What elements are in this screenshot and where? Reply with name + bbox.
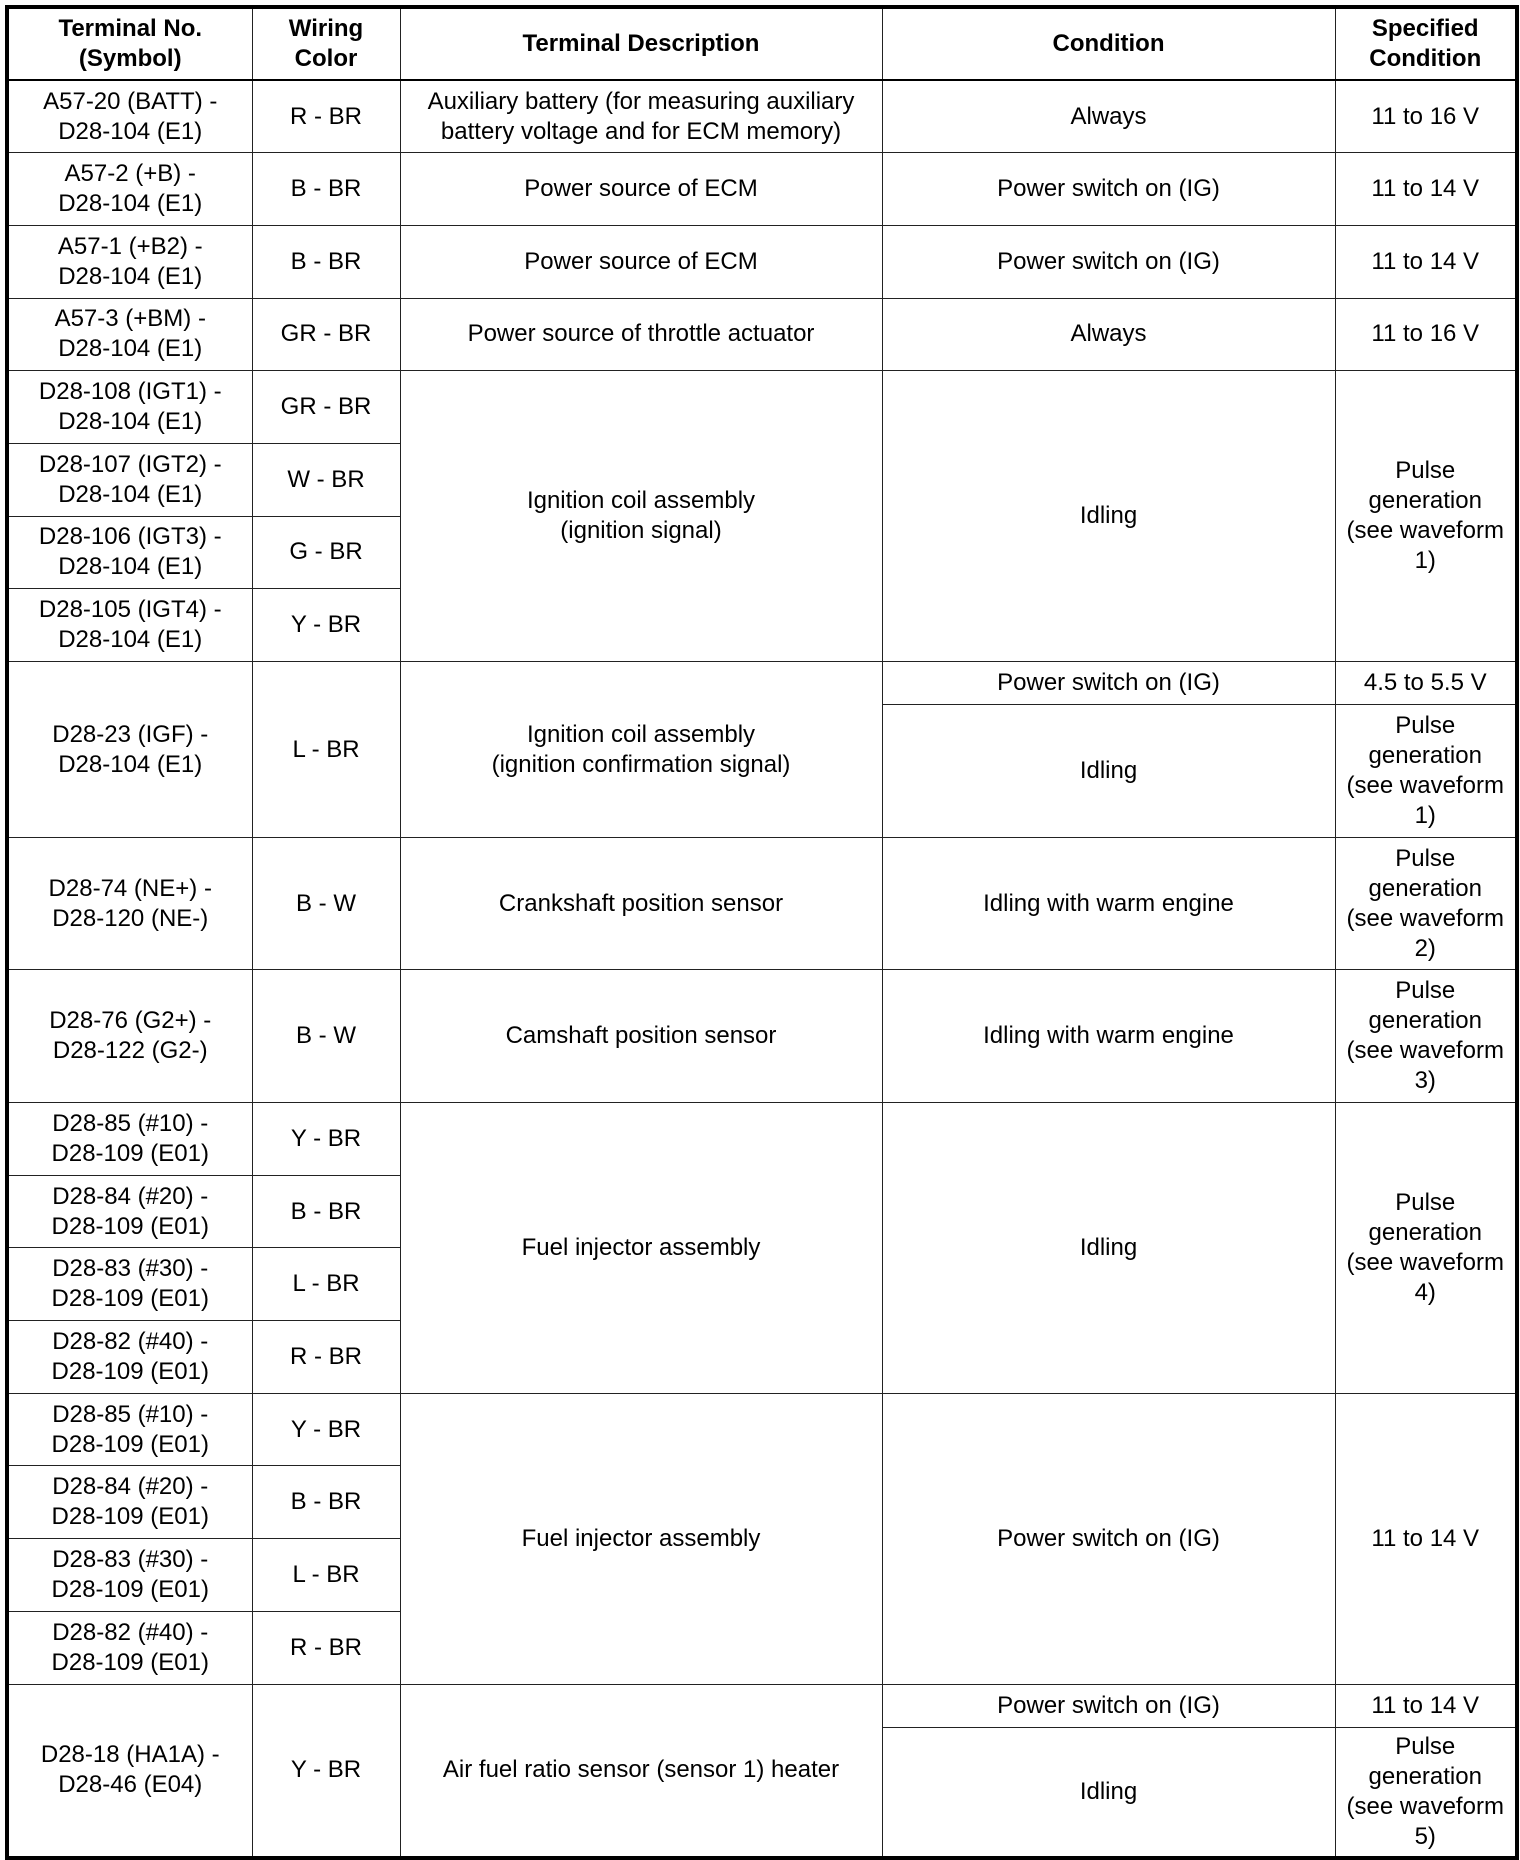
terminal-cell: D28-83 (#30) - D28-109 (E01) — [7, 1539, 252, 1612]
condition-cell: Power switch on (IG) — [882, 662, 1335, 705]
wiring-cell: B - BR — [252, 1466, 400, 1539]
condition-cell: Idling with warm engine — [882, 838, 1335, 970]
description-cell: Fuel injector assembly — [400, 1103, 882, 1394]
terminal-cell: A57-2 (+B) - D28-104 (E1) — [7, 153, 252, 226]
wiring-cell: G - BR — [252, 516, 400, 589]
specified-cell: 11 to 14 V — [1335, 1393, 1517, 1684]
terminal-cell: A57-20 (BATT) - D28-104 (E1) — [7, 80, 252, 153]
specified-cell: 11 to 16 V — [1335, 80, 1517, 153]
description-cell: Ignition coil assembly (ignition confirmation signal) — [400, 662, 882, 838]
wiring-cell: B - BR — [252, 225, 400, 298]
condition-cell: Idling — [882, 705, 1335, 838]
description-cell: Fuel injector assembly — [400, 1393, 882, 1684]
wiring-cell: Y - BR — [252, 1684, 400, 1858]
terminal-cell: D28-83 (#30) - D28-109 (E01) — [7, 1248, 252, 1321]
wiring-cell: GR - BR — [252, 298, 400, 371]
terminal-cell: D28-18 (HA1A) - D28-46 (E04) — [7, 1684, 252, 1858]
header-terminal: Terminal No. (Symbol) — [7, 7, 252, 80]
wiring-cell: R - BR — [252, 1321, 400, 1394]
specified-cell: 4.5 to 5.5 V — [1335, 662, 1517, 705]
header-condition: Condition — [882, 7, 1335, 80]
terminal-cell: D28-82 (#40) - D28-109 (E01) — [7, 1611, 252, 1684]
condition-cell: Idling — [882, 1727, 1335, 1858]
terminal-cell: D28-107 (IGT2) - D28-104 (E1) — [7, 443, 252, 516]
terminal-table — [5, 5, 1519, 1860]
description-cell: Camshaft position sensor — [400, 970, 882, 1103]
condition-cell: Idling with warm engine — [882, 970, 1335, 1103]
table-row — [7, 662, 1517, 705]
condition-cell: Power switch on (IG) — [882, 153, 1335, 226]
specified-cell: 11 to 14 V — [1335, 153, 1517, 226]
condition-cell: Idling — [882, 1103, 1335, 1394]
terminal-cell: D28-84 (#20) - D28-109 (E01) — [7, 1175, 252, 1248]
specified-cell: 11 to 14 V — [1335, 1684, 1517, 1727]
condition-cell: Always — [882, 80, 1335, 153]
terminal-cell: D28-85 (#10) - D28-109 (E01) — [7, 1393, 252, 1466]
table-row — [7, 838, 1517, 970]
condition-cell: Idling — [882, 371, 1335, 662]
table-row — [7, 80, 1517, 153]
table-row — [7, 225, 1517, 298]
specified-cell: Pulse generation (see waveform 5) — [1335, 1727, 1517, 1858]
header-description: Terminal Description — [400, 7, 882, 80]
description-cell: Power source of ECM — [400, 153, 882, 226]
terminal-cell: D28-23 (IGF) - D28-104 (E1) — [7, 662, 252, 838]
table-row — [7, 153, 1517, 226]
wiring-cell: B - W — [252, 838, 400, 970]
terminal-cell: D28-74 (NE+) - D28-120 (NE-) — [7, 838, 252, 970]
wiring-cell: Y - BR — [252, 589, 400, 662]
description-cell: Crankshaft position sensor — [400, 838, 882, 970]
header-wiring: Wiring Color — [252, 7, 400, 80]
wiring-cell: W - BR — [252, 443, 400, 516]
wiring-cell: L - BR — [252, 1539, 400, 1612]
description-cell: Power source of ECM — [400, 225, 882, 298]
table-row — [7, 1103, 1517, 1176]
terminal-cell: D28-105 (IGT4) - D28-104 (E1) — [7, 589, 252, 662]
specified-cell: Pulse generation (see waveform 1) — [1335, 705, 1517, 838]
specified-cell: 11 to 14 V — [1335, 225, 1517, 298]
wiring-cell: B - BR — [252, 153, 400, 226]
wiring-cell: L - BR — [252, 1248, 400, 1321]
condition-cell: Power switch on (IG) — [882, 1684, 1335, 1727]
wiring-cell: L - BR — [252, 662, 400, 838]
terminal-cell: A57-1 (+B2) - D28-104 (E1) — [7, 225, 252, 298]
specified-cell: Pulse generation (see waveform 4) — [1335, 1103, 1517, 1394]
specified-cell: 11 to 16 V — [1335, 298, 1517, 371]
condition-cell: Power switch on (IG) — [882, 1393, 1335, 1684]
condition-cell: Power switch on (IG) — [882, 225, 1335, 298]
wiring-cell: R - BR — [252, 80, 400, 153]
header-row — [7, 7, 1517, 80]
description-cell: Ignition coil assembly (ignition signal) — [400, 371, 882, 662]
table-row — [7, 298, 1517, 371]
specified-cell: Pulse generation (see waveform 2) — [1335, 838, 1517, 970]
table-row — [7, 371, 1517, 444]
terminal-cell: D28-85 (#10) - D28-109 (E01) — [7, 1103, 252, 1176]
terminal-cell: D28-84 (#20) - D28-109 (E01) — [7, 1466, 252, 1539]
terminal-cell: A57-3 (+BM) - D28-104 (E1) — [7, 298, 252, 371]
specified-cell: Pulse generation (see waveform 1) — [1335, 371, 1517, 662]
terminal-cell: D28-108 (IGT1) - D28-104 (E1) — [7, 371, 252, 444]
wiring-cell: R - BR — [252, 1611, 400, 1684]
terminal-cell: D28-76 (G2+) - D28-122 (G2-) — [7, 970, 252, 1103]
specified-cell: Pulse generation (see waveform 3) — [1335, 970, 1517, 1103]
description-cell: Air fuel ratio sensor (sensor 1) heater — [400, 1684, 882, 1858]
description-cell: Auxiliary battery (for measuring auxiliary battery voltage and for ECM memory) — [400, 80, 882, 153]
condition-cell: Always — [882, 298, 1335, 371]
terminal-cell: D28-106 (IGT3) - D28-104 (E1) — [7, 516, 252, 589]
wiring-cell: B - BR — [252, 1175, 400, 1248]
table-row — [7, 1393, 1517, 1466]
terminal-cell: D28-82 (#40) - D28-109 (E01) — [7, 1321, 252, 1394]
description-cell: Power source of throttle actuator — [400, 298, 882, 371]
wiring-cell: Y - BR — [252, 1393, 400, 1466]
table-row — [7, 970, 1517, 1103]
table-row — [7, 1684, 1517, 1727]
wiring-cell: B - W — [252, 970, 400, 1103]
wiring-cell: Y - BR — [252, 1103, 400, 1176]
wiring-cell: GR - BR — [252, 371, 400, 444]
header-specified: Specified Condition — [1335, 7, 1517, 80]
